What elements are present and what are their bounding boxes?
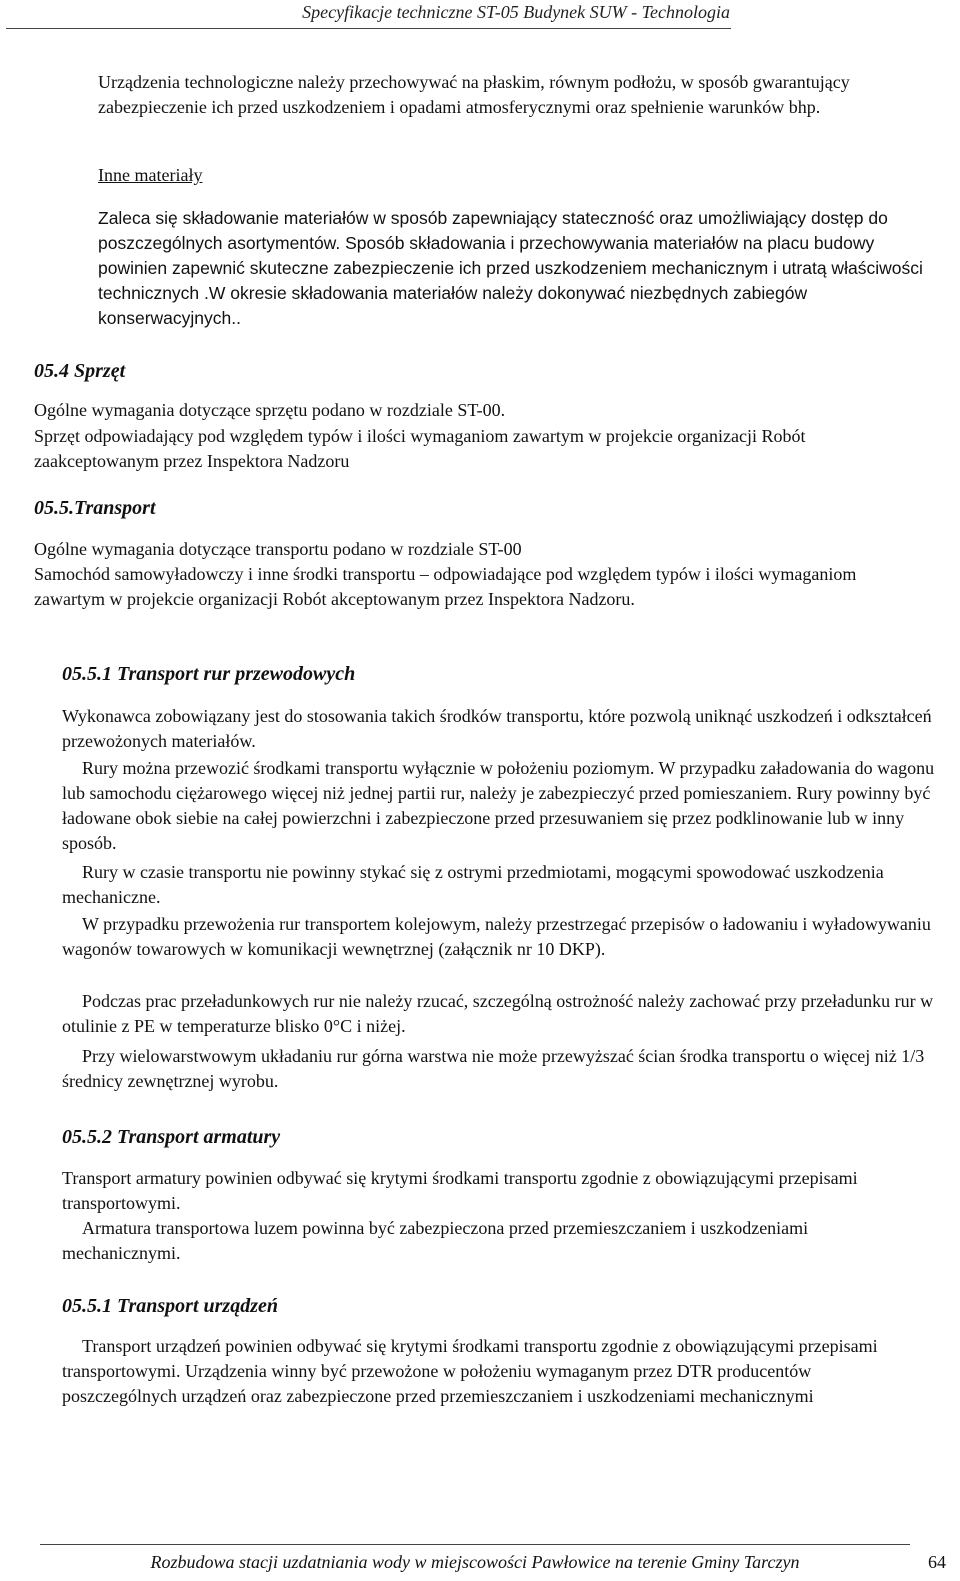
pipes-paragraph-1: Wykonawca zobowiązany jest do stosowania takich środków transportu, które pozwolą uniknąć uszkodzeń i odkształceń przewożonych materiałów. [62,706,932,751]
page-header-title: Specyfikacje techniczne ST-05 Budynek SUW - Technologia [302,2,730,22]
pipes-paragraph-5: Podczas prac przeładunkowych rur nie należy rzucać, szczególną ostrożność należy zachować przy przeładunku rur w otulinie z PE w temperaturze blisko 0°C i niżej. [62,991,934,1036]
pipes-paragraph-2: Rury można przewozić środkami transportu wyłącznie w położeniu poziomym. W przypadku załadowania do wagonu lub samochodu ciężarowego więcej niż jednej partii rur, należy je zabezpieczyć przed pomieszaniem. Rury powinny być ładowane obok siebie na całej powierzchni i zabezpieczone przed przesuwaniem się przez podklinowanie lub w inny sposób. [62,758,935,853]
fittings-transport-heading: 05.5.2 Transport armatury [62,1126,281,1148]
fittings-paragraph-1: Transport armatury powinien odbywać się krytymi środkami transportu zgodnie z obowiązującymi przepisami transportowymi. [62,1168,858,1213]
other-materials-heading: Inne materiały [98,165,203,185]
devices-transport-heading: 05.5.1 Transport urządzeń [62,1295,278,1317]
storage-paragraph-2: Zaleca się składowanie materiałów w sposób zapewniający stateczność oraz umożliwiający dostęp do poszczególnych asortymentów. Sposób składowania i przechowywania materiałów na placu budowy powinien zapewnić skuteczne zabezpieczenie ich przed uszkodzeniem mechanicznym i utratą właściwości technicznych .W okresie składowania materiałów należy dokonywać niezbędnych zabiegów konserwacyjnych.. [98,208,923,328]
pipes-transport-heading: 05.5.1 Transport rur przewodowych [62,663,356,685]
equipment-paragraph-1: Ogólne wymagania dotyczące sprzętu podano w rozdziale ST-00. [34,400,506,420]
transport-heading: 05.5.Transport [34,497,156,519]
storage-paragraph-1: Urządzenia technologiczne należy przechowywać na płaskim, równym podłożu, w sposób gwarantujący zabezpieczenie ich przed uszkodzeniem i opadami atmosferycznymi oraz spełnienie warunków bhp. [98,72,850,117]
header-divider [6,28,731,29]
transport-paragraph-2: Samochód samowyładowczy i inne środki transportu – odpowiadające pod względem typów i ilości wymaganiom zawartym w projekcie organizacji Robót akceptowanym przez Inspektora Nadzoru. [34,564,857,609]
equipment-paragraph-2: Sprzęt odpowiadający pod względem typów i ilości wymaganiom zawartym w projekcie organizacji Robót zaakceptowanym przez Inspektora Nadzoru [34,426,806,471]
equipment-heading: 05.4 Sprzęt [34,360,126,382]
fittings-paragraph-2: Armatura transportowa luzem powinna być zabezpieczona przed przemieszczaniem i uszkodzeniami mechanicznymi. [62,1218,809,1263]
page-footer-title: Rozbudowa stacji uzdatniania wody w miejscowości Pawłowice na terenie Gminy Tarczyn [150,1552,800,1572]
transport-paragraph-1: Ogólne wymagania dotyczące transportu podano w rozdziale ST-00 [34,539,522,559]
pipes-paragraph-6: Przy wielowarstwowym układaniu rur górna warstwa nie może przewyższać ścian środka transportu o więcej niż 1/3 średnicy zewnętrznej wyrobu. [62,1046,925,1091]
page-number: 64 [928,1552,946,1572]
pipes-paragraph-4: W przypadku przewożenia rur transportem kolejowym, należy przestrzegać przepisów o ładowaniu i wyładowywaniu wagonów towarowych w komunikacji wewnętrznej (załącznik nr 10 DKP). [62,914,931,959]
devices-paragraph-1: Transport urządzeń powinien odbywać się krytymi środkami transportu zgodnie z obowiązującymi przepisami transportowymi. Urządzenia winny być przewożone w położeniu wymaganym przez DTR producentów poszczególnych urządzeń oraz zabezpieczone przed przemieszczaniem i uszkodzeniami mechanicznymi [62,1336,878,1406]
pipes-paragraph-3: Rury w czasie transportu nie powinny stykać się z ostrymi przedmiotami, mogącymi spowodować uszkodzenia mechaniczne. [62,862,884,907]
footer-divider [40,1544,910,1545]
